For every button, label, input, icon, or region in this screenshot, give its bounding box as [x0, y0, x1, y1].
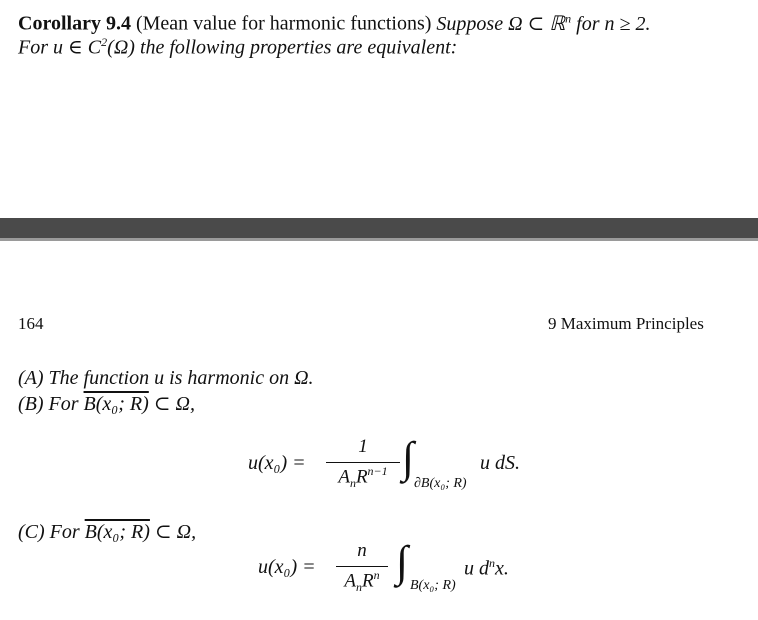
item-b: (B) For B(x₀; R) ⊂ Ω,	[18, 393, 196, 415]
eq2-integrand: u $d^nx$.	[464, 556, 509, 580]
eq2-integral-sign: ∫	[396, 537, 409, 586]
eq1-numerator: 1	[358, 436, 368, 457]
corollary-label: Corollary 9.4	[18, 12, 131, 35]
eq1-integrand: u dS.	[480, 452, 520, 474]
eq2-domain: B(x₀; R)	[410, 578, 456, 593]
item-c: (C) For B(x₀; R) ⊂ Ω,	[18, 521, 197, 543]
corollary-lead: Suppose Ω ⊂ ℝ$^n$ for n ≥ 2.	[436, 11, 651, 35]
closed-ball-c: B(x₀; R)	[84, 521, 150, 543]
corollary-title: (Mean value for harmonic functions)	[135, 12, 432, 35]
eq2-fraction-bar	[336, 566, 388, 567]
eq1-denominator: $A_nR^{n-1}$	[338, 464, 388, 491]
chapter-title: 9 Maximum Principles	[548, 314, 704, 333]
item-a: (A) The function u is harmonic on Ω.	[18, 367, 314, 389]
eq1-fraction-bar	[326, 462, 400, 463]
eq1-lhs: u(x₀) =	[248, 452, 306, 474]
eq2-numerator: n	[357, 540, 367, 561]
eq2-lhs: u(x₀) =	[258, 556, 316, 578]
corollary-line-2: For u ∈ $C^2(\Omega)$ the following properties are equivalent:	[18, 35, 458, 59]
eq1-domain: ∂B(x₀; R)	[414, 476, 467, 491]
closed-ball-b: B(x₀; R)	[83, 393, 149, 415]
eq1-integral-sign: ∫	[402, 433, 415, 482]
page-number: 164	[18, 314, 44, 333]
page-divider	[0, 218, 758, 238]
eq2-denominator: $A_nR^n$	[344, 568, 380, 595]
page-divider-shadow	[0, 238, 758, 241]
